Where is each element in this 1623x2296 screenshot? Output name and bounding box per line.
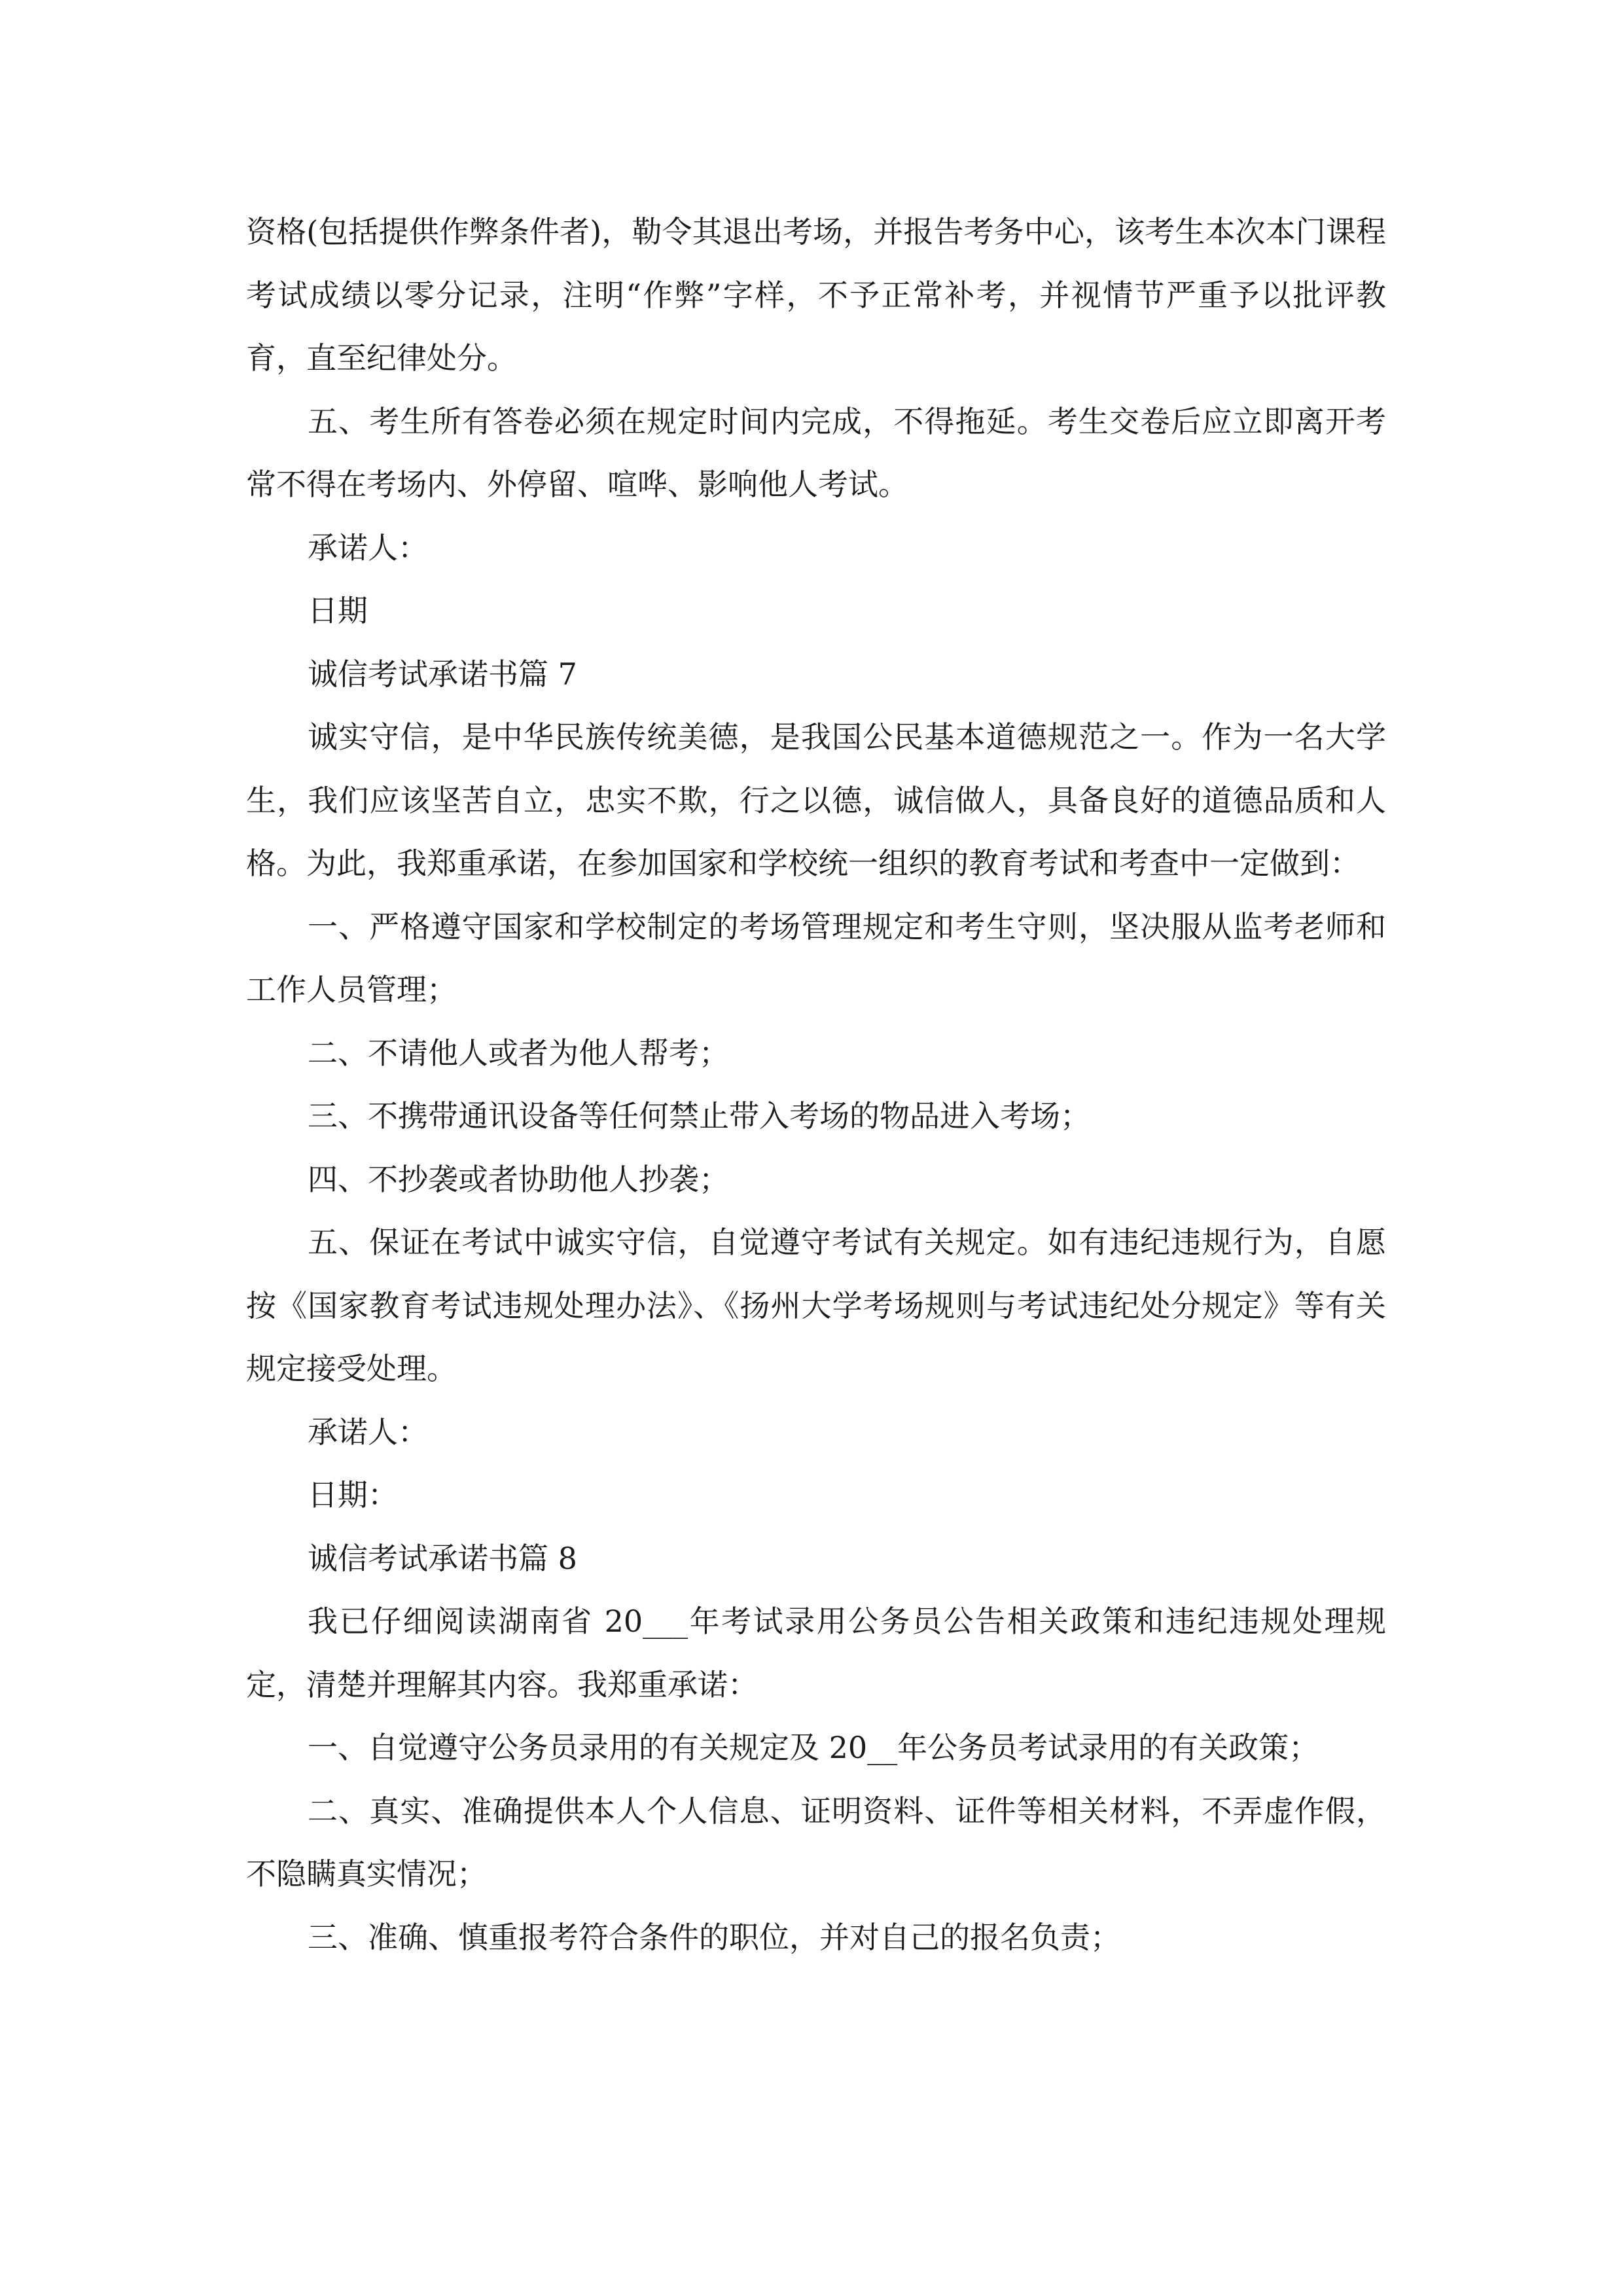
paragraph-item-3: 三、准确、慎重报考符合条件的职位，并对自己的报名负责；: [308, 1919, 1120, 1955]
paragraph-rule-5: 五、考生所有答卷必须在规定时间内完成，不得拖延。考生交卷后应立即离开考常不得在考场内、外停留、喧哗、影响他人考试。: [246, 403, 1386, 502]
signatory-label: 承诺人：: [308, 529, 428, 565]
paragraph-item-2: 二、真实、准确提供本人个人信息、证明资料、证件等相关材料，不弄虚作假，不隐瞒真实情况；: [246, 1793, 1386, 1892]
signatory-label: 承诺人：: [308, 1414, 428, 1450]
paragraph-item-3: 三、不携带通讯设备等任何禁止带入考场的物品进入考场；: [308, 1098, 1090, 1134]
paragraph-item-1: 一、严格遵守国家和学校制定的考场管理规定和考生守则，坚决服从监考老师和工作人员管理；: [246, 908, 1386, 1007]
paragraph-intro-7: 诚实守信，是中华民族传统美德，是我国公民基本道德规范之一。作为一名大学生，我们应该坚苦自立，忠实不欺，行之以德，诚信做人，具备良好的道德品质和人格。为此，我郑重承诺，在参加国家和学校统一组织的教育考试和考查中一定做到：: [246, 719, 1386, 881]
section-title-7: 诚信考试承诺书篇 7: [308, 656, 577, 692]
paragraph-intro-8: 我已仔细阅读湖南省 20___年考试录用公务员公告相关政策和违纪违规处理规定，清楚并理解其内容。我郑重承诺：: [246, 1604, 1386, 1702]
section-title-8: 诚信考试承诺书篇 8: [308, 1540, 577, 1576]
paragraph-item-5: 五、保证在考试中诚实守信，自觉遵守考试有关规定。如有违纪违规行为，自愿按《国家教育考试违规处理办法》、《扬州大学考场规则与考试违纪处分规定》等有关规定接受处理。: [246, 1225, 1386, 1386]
document-body: [246, 200, 1386, 1969]
date-label: 日期：: [308, 1477, 398, 1513]
paragraph-item-2: 二、不请他人或者为他人帮考；: [308, 1035, 729, 1071]
paragraph-item-1: 一、自觉遵守公务员录用的有关规定及 20__年公务员考试录用的有关政策；: [308, 1730, 1319, 1765]
paragraph-item-4: 四、不抄袭或者协助他人抄袭；: [308, 1161, 729, 1197]
date-label: 日期: [308, 593, 368, 628]
paragraph-continuation: 资格(包括提供作弊条件者)，勒令其退出考场，并报告考务中心，该考生本次本门课程考试成绩以零分记录，注明“作弊”字样，不予正常补考，并视情节严重予以批评教育，直至纪律处分。: [246, 214, 1386, 376]
